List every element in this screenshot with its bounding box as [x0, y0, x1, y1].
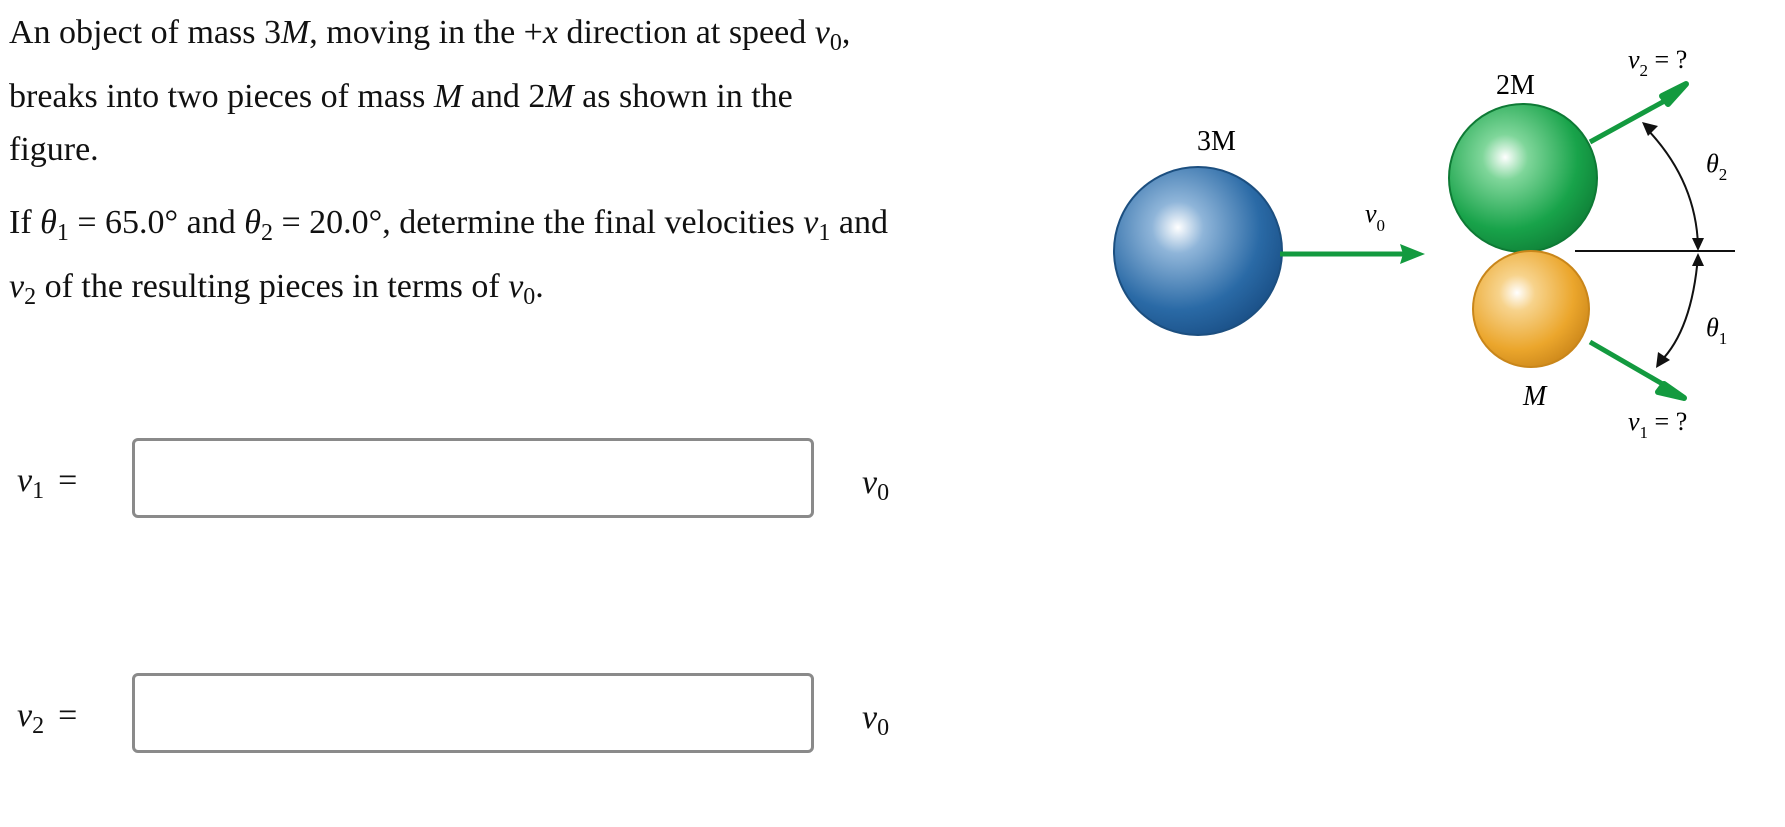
v2-arrowhead — [1662, 84, 1686, 104]
theta2-arc-arrowhead-bottom — [1692, 238, 1704, 251]
answer-row-v1 — [0, 438, 920, 524]
mass-label-2m: 2M — [1496, 70, 1535, 101]
v1-answer-input[interactable] — [132, 438, 814, 518]
v0-label: $v_0$ — [1365, 199, 1386, 235]
answer-label-v1: $v_1$ = — [17, 462, 78, 504]
theta2-arc — [1646, 128, 1698, 246]
problem-paragraph-2: If $\theta_1 = 65.0^\circ$ and $\theta_2 = 20.0^\circ$, determine the final velocities $v_1$ and $v_2$ of the resulting pieces in terms of $v_0$. — [9, 204, 888, 310]
v2-label: $v_2$ = ? — [1628, 45, 1688, 80]
theta1-arc-arrowhead-top — [1692, 253, 1704, 266]
ball-m — [1473, 251, 1589, 367]
v1-arrowhead — [1658, 384, 1684, 398]
problem-paragraph-1: An object of mass 3M, moving in the +x direction at speed $v_0$, breaks into two pieces of mass M and 2M as shown in the figure. — [9, 14, 851, 168]
v1-arrow-shaft — [1590, 342, 1666, 386]
ball-3m — [1114, 167, 1282, 335]
problem-statement — [9, 6, 889, 324]
answer-row-v2 — [0, 673, 920, 759]
answer-label-v2: $v_2$ = — [17, 697, 78, 739]
v1-label: $v_1$ = ? — [1628, 407, 1688, 442]
theta2-arc-arrowhead-top — [1642, 122, 1658, 136]
ball-2m — [1449, 104, 1597, 252]
mass-label-3m: 3M — [1197, 126, 1236, 157]
mass-label-m: M — [1523, 381, 1547, 412]
v0-arrowhead — [1400, 244, 1425, 264]
theta1-arc — [1660, 256, 1698, 362]
answer-unit-v2: $v_0$ — [862, 699, 890, 741]
theta1-label: $\theta_1$ — [1706, 313, 1728, 348]
v2-answer-input[interactable] — [132, 673, 814, 753]
collision-figure — [1080, 0, 1785, 470]
theta2-label: $\theta_2$ — [1706, 149, 1728, 184]
answer-unit-v1: $v_0$ — [862, 464, 890, 506]
v2-arrow-shaft — [1590, 98, 1670, 142]
